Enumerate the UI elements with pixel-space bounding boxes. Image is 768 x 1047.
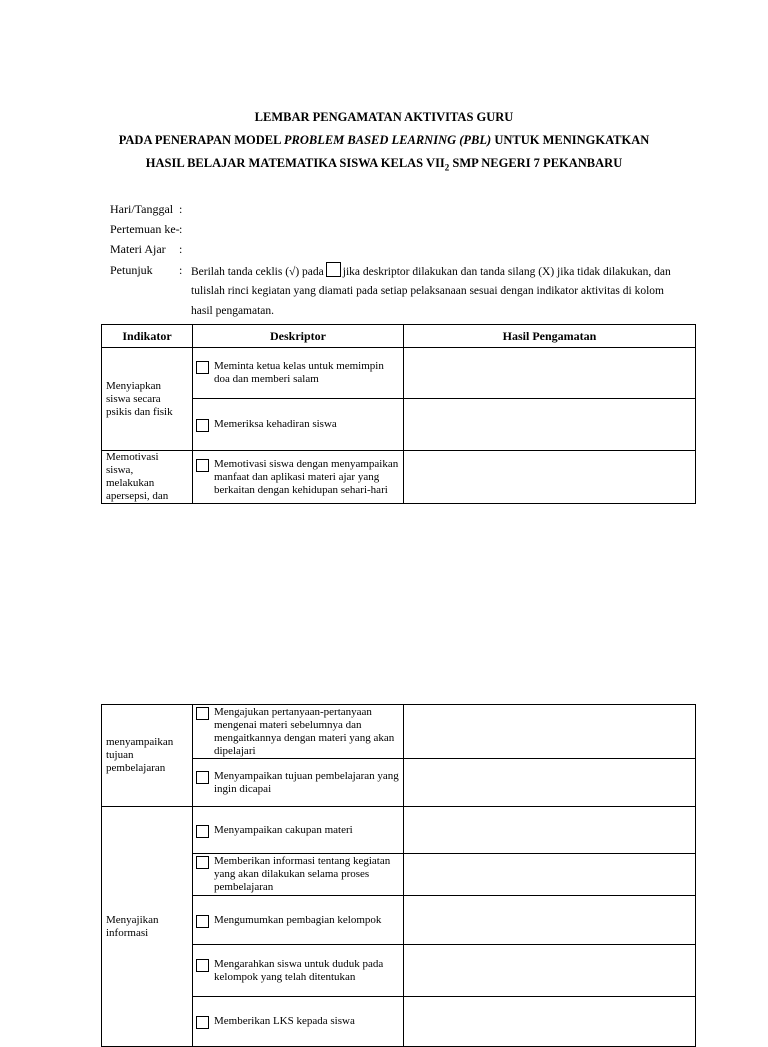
descriptor-text: Mengajukan pertanyaan-pertanyaan mengenai materi sebelumnya dan mengaitkannya dengan materi yang akan dipelajari: [214, 705, 395, 757]
descriptor-cell: [193, 854, 404, 896]
result-cell[interactable]: [404, 945, 696, 997]
checkbox[interactable]: [196, 361, 209, 374]
result-cell[interactable]: [404, 451, 696, 504]
checkbox[interactable]: [196, 771, 209, 784]
checkbox[interactable]: [196, 419, 209, 432]
descriptor-cell: [193, 896, 404, 945]
result-cell[interactable]: [404, 896, 696, 945]
descriptor-text: Memberikan informasi tentang kegiatan yang akan dilakukan selama proses pembelajaran: [214, 855, 391, 893]
title-line-2: [0, 132, 768, 148]
meta-petunjuk-label: Petunjuk: [110, 263, 153, 277]
title-line-3-pre: HASIL BELAJAR MATEMATIKA SISWA KELAS VII: [145, 156, 445, 170]
descriptor-text: Mengarahkan siswa untuk duduk pada kelompok yang telah ditentukan: [214, 957, 384, 983]
header-indikator: Indikator: [102, 325, 193, 348]
petunjuk-text-b: jika deskriptor dilakukan dan tanda silang (X) jika tidak dilakukan, dan: [342, 266, 671, 278]
meta-petunjuk-colon: :: [179, 263, 183, 277]
meta-materi-label: Materi Ajar: [110, 242, 166, 256]
table-row: [102, 451, 696, 504]
descriptor-cell: [193, 705, 404, 759]
descriptor-text: Meminta ketua kelas untuk memimpin doa dan memberi salam: [214, 360, 384, 385]
title-line-3-sub: 2: [444, 162, 450, 173]
observation-table-part1: [101, 324, 696, 504]
table-row: [102, 807, 696, 854]
meta-pertemuan-colon: :: [179, 222, 183, 236]
table-header-row: [102, 325, 696, 348]
descriptor-text: Menyampaikan tujuan pembelajaran yang ingin dicapai: [214, 769, 399, 795]
result-cell[interactable]: [404, 348, 696, 399]
title-line-3: [0, 155, 768, 176]
checkbox[interactable]: [196, 825, 209, 838]
descriptor-cell: [193, 348, 404, 399]
table-row: [102, 705, 696, 759]
descriptor-text: Memeriksa kehadiran siswa: [214, 418, 337, 430]
descriptor-cell: [193, 945, 404, 997]
descriptor-cell: [193, 997, 404, 1047]
checkbox[interactable]: [196, 707, 209, 720]
checkbox[interactable]: [196, 959, 209, 972]
checkbox-icon: [326, 262, 341, 277]
observation-table-part2: [101, 704, 696, 1047]
descriptor-text: Mengumumkan pembagian kelompok: [214, 913, 382, 926]
indicator-cell: Menyajikan informasi: [102, 807, 193, 1047]
descriptor-text: Menyampaikan cakupan materi: [214, 823, 353, 836]
descriptor-text: Memberikan LKS kepada siswa: [214, 1015, 355, 1027]
descriptor-cell: [193, 759, 404, 807]
checkbox[interactable]: [196, 1016, 209, 1029]
petunjuk-line-2: tulislah rinci kegiatan yang diamati pada setiap pelaksanaan sesuai dengan indikator aktivitas di kolom: [191, 285, 664, 297]
title-line-2-post: UNTUK MENINGKATKAN: [491, 133, 650, 147]
meta-pertemuan-label: Pertemuan ke-: [110, 222, 180, 236]
descriptor-text: Memotivasi siswa dengan menyampaikan manfaat dan aplikasi materi ajar yang berkaitan dengan kehidupan sehari-hari: [214, 457, 399, 496]
descriptor-cell: [193, 399, 404, 451]
meta-materi-colon: :: [179, 242, 183, 256]
result-cell[interactable]: [404, 807, 696, 854]
meta-hari-colon: :: [179, 202, 183, 216]
petunjuk-line-1: [191, 262, 671, 280]
checkbox[interactable]: [196, 856, 209, 869]
indicator-cell: Menyiapkan siswa secara psikis dan fisik: [102, 348, 193, 451]
title-line-1: LEMBAR PENGAMATAN AKTIVITAS GURU: [254, 110, 514, 124]
descriptor-cell: [193, 807, 404, 854]
indicator-cell: Memotivasi siswa, melakukan apersepsi, dan: [102, 451, 193, 504]
indicator-cell: menyampaikan tujuan pembelajaran: [102, 705, 193, 807]
title-line-2-pre: PADA PENERAPAN MODEL: [118, 133, 284, 147]
result-cell[interactable]: [404, 705, 696, 759]
petunjuk-text-a: Berilah tanda ceklis (√) pada: [191, 266, 324, 278]
result-cell[interactable]: [404, 854, 696, 896]
checkbox[interactable]: [196, 915, 209, 928]
petunjuk-line-3: hasil pengamatan.: [191, 305, 275, 317]
title-line-3-post: SMP NEGERI 7 PEKANBARU: [449, 156, 623, 170]
meta-hari-label: Hari/Tanggal: [110, 202, 174, 216]
result-cell[interactable]: [404, 997, 696, 1047]
title-line-2-em: PROBLEM BASED LEARNING (PBL): [283, 133, 492, 147]
header-hasil: Hasil Pengamatan: [404, 325, 696, 348]
descriptor-cell: [193, 451, 404, 504]
table-row: [102, 348, 696, 399]
result-cell[interactable]: [404, 759, 696, 807]
result-cell[interactable]: [404, 399, 696, 451]
header-deskriptor: Deskriptor: [193, 325, 404, 348]
checkbox[interactable]: [196, 459, 209, 472]
